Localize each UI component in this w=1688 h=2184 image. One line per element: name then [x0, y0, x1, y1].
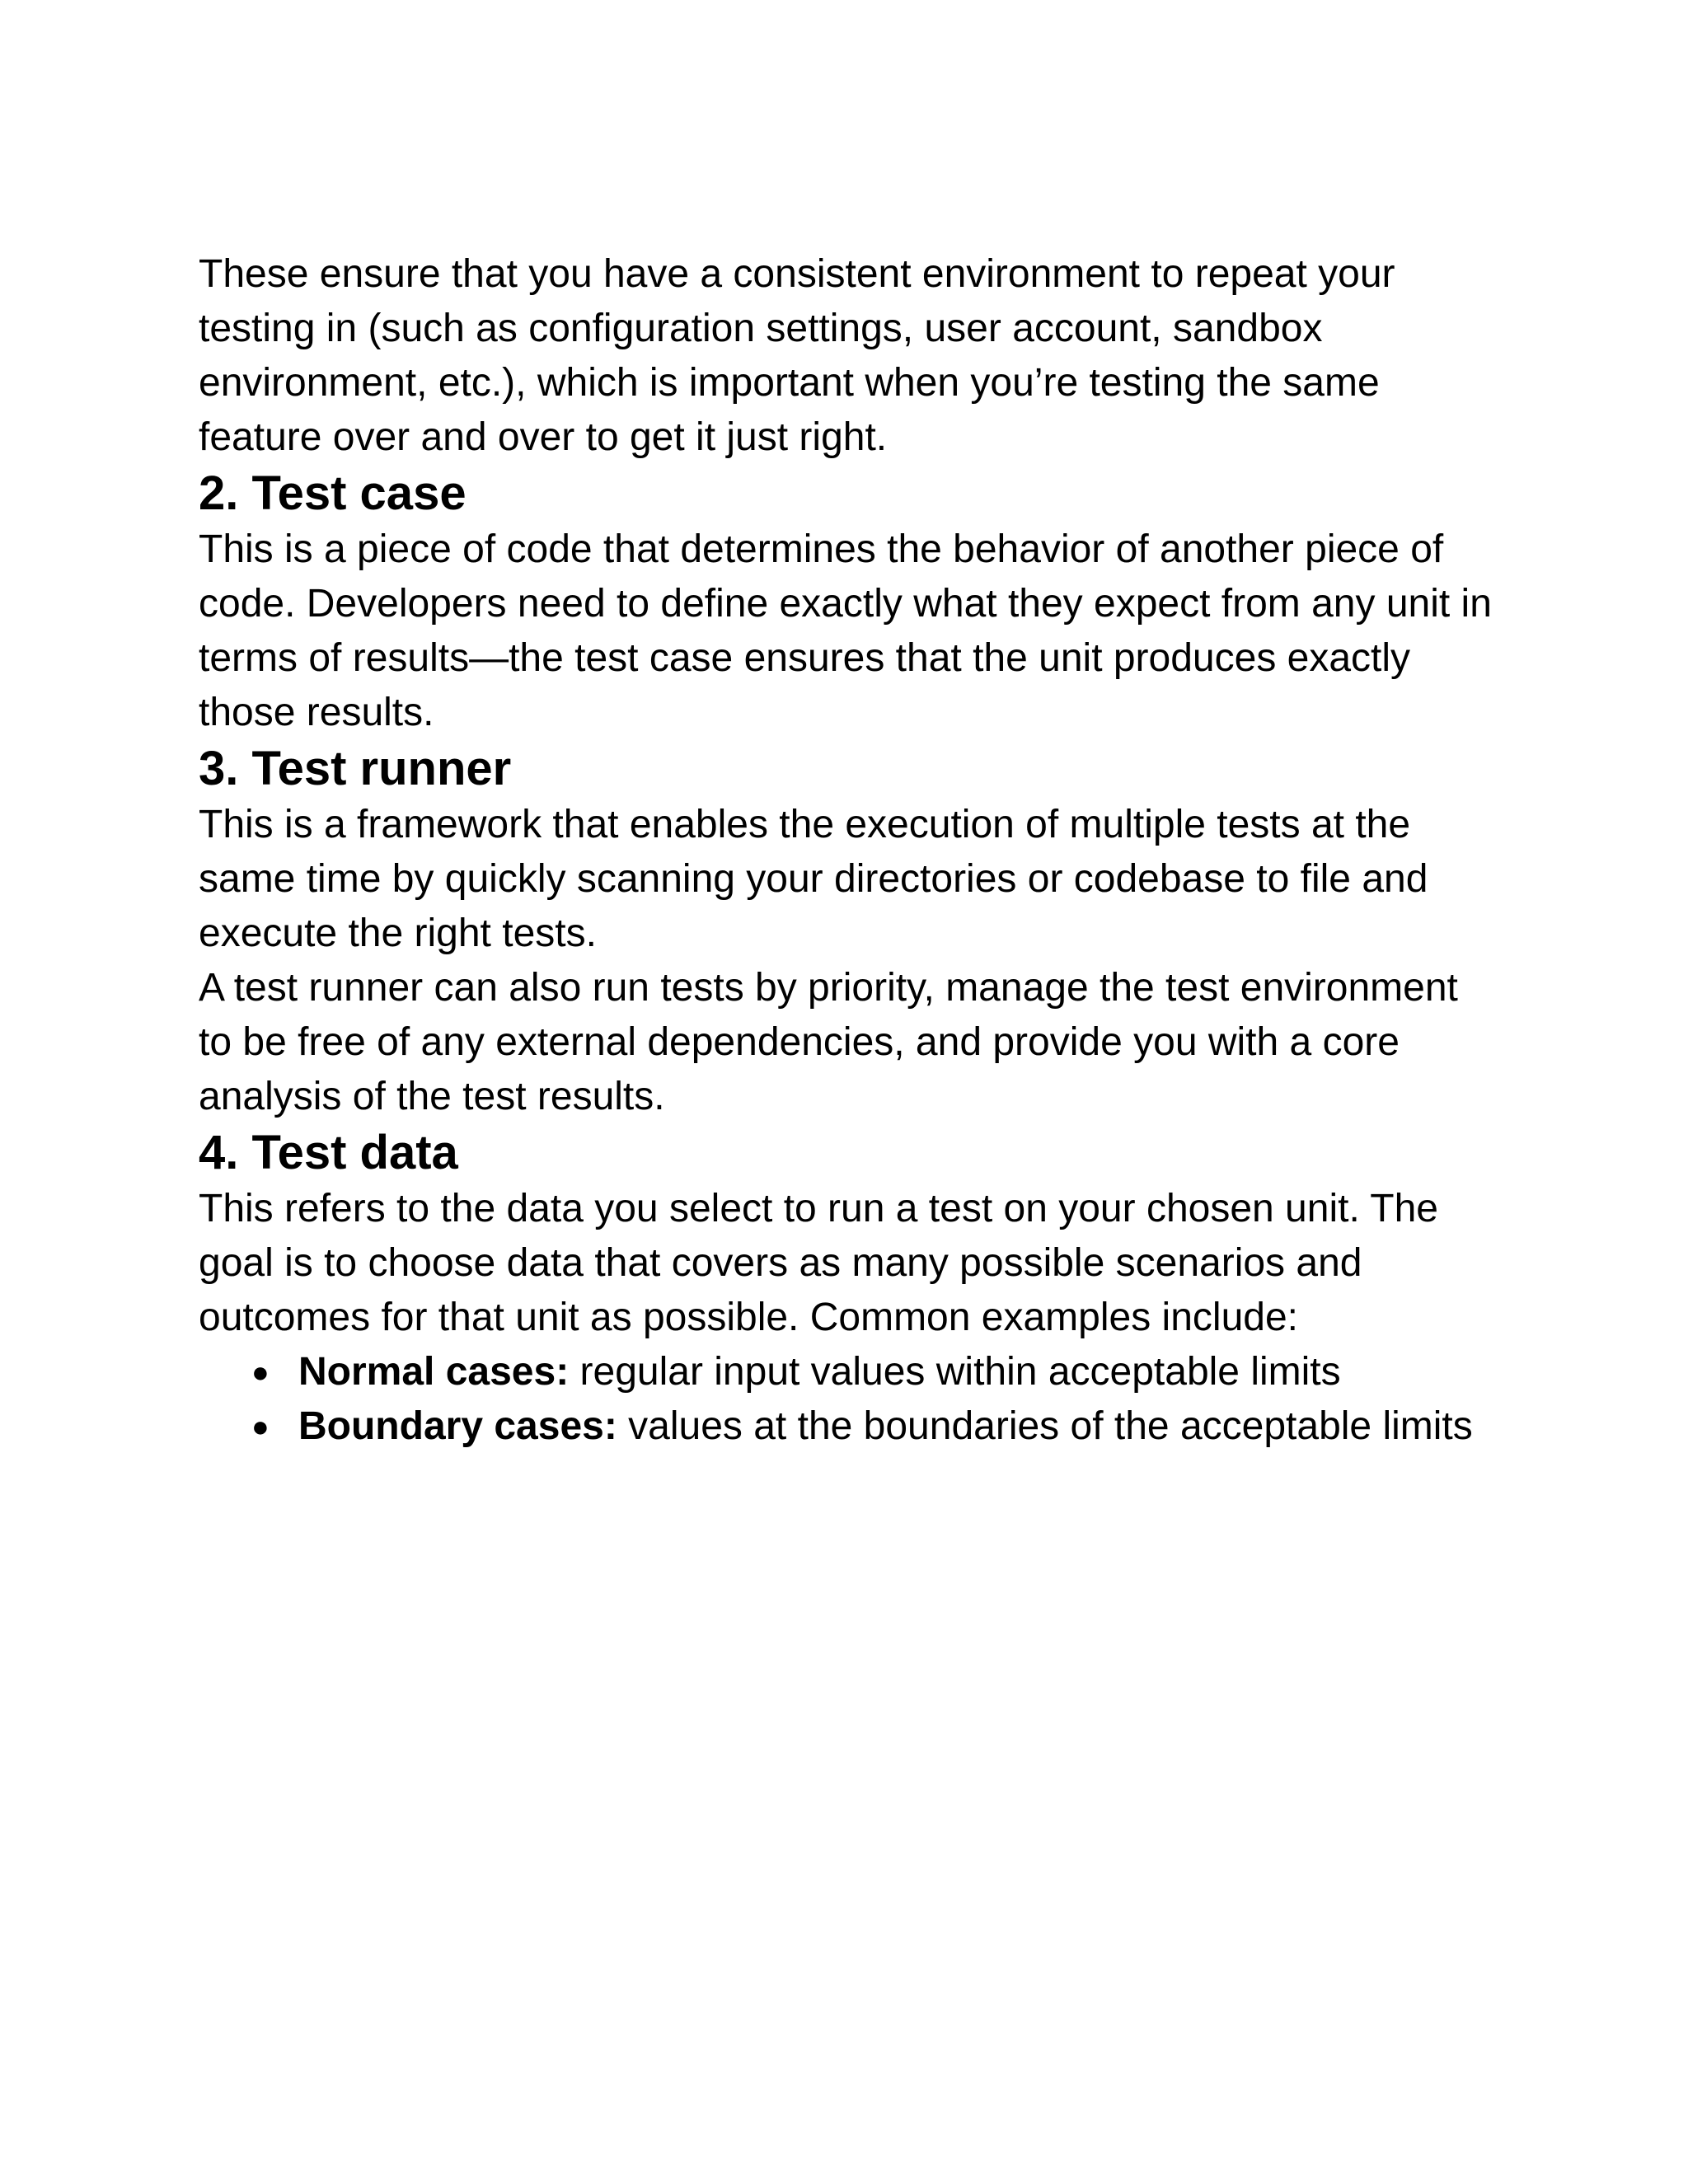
- test-data-paragraph: This refers to the data you select to run a test on your chosen unit. The goal is to choose data that covers as many possible scenarios and outcomes for that unit as possible. Common examples include:: [199, 1187, 1438, 1339]
- document-page: [199, 247, 1501, 1454]
- test-case-paragraph: This is a piece of code that determines the behavior of another piece of code. Developers need to define exactly what they expect from any unit in terms of results—the test case ensures that the unit produces exactly those results.: [199, 527, 1492, 734]
- list-item: [199, 1399, 1501, 1454]
- heading-test-runner: 3. Test runner: [199, 742, 512, 795]
- bullet-term: Normal cases:: [298, 1350, 570, 1394]
- test-data-bullet-list: [199, 1345, 1501, 1454]
- list-item: [199, 1345, 1501, 1399]
- test-runner-paragraph-1: This is a framework that enables the execution of multiple tests at the same time by quickly scanning your directories or codebase to file and execute the right tests.: [199, 803, 1428, 955]
- heading-test-case: 2. Test case: [199, 466, 467, 520]
- bullet-term: Boundary cases:: [298, 1404, 617, 1448]
- bullet-text: regular input values within acceptable limits: [569, 1350, 1341, 1394]
- intro-paragraph: These ensure that you have a consistent environment to repeat your testing in (such as configuration settings, user account, sandbox environment, etc.), which is important when you’re testing the same feature over and over to get it just right.: [199, 252, 1395, 459]
- bullet-icon: ●: [251, 1409, 270, 1443]
- bullet-icon: ●: [251, 1355, 270, 1389]
- test-runner-paragraph-2: A test runner can also run tests by priority, manage the test environment to be free of any external dependencies, and provide you with a core analysis of the test results.: [199, 966, 1458, 1118]
- heading-test-data: 4. Test data: [199, 1126, 458, 1179]
- bullet-text: values at the boundaries of the acceptable limits: [617, 1404, 1473, 1448]
